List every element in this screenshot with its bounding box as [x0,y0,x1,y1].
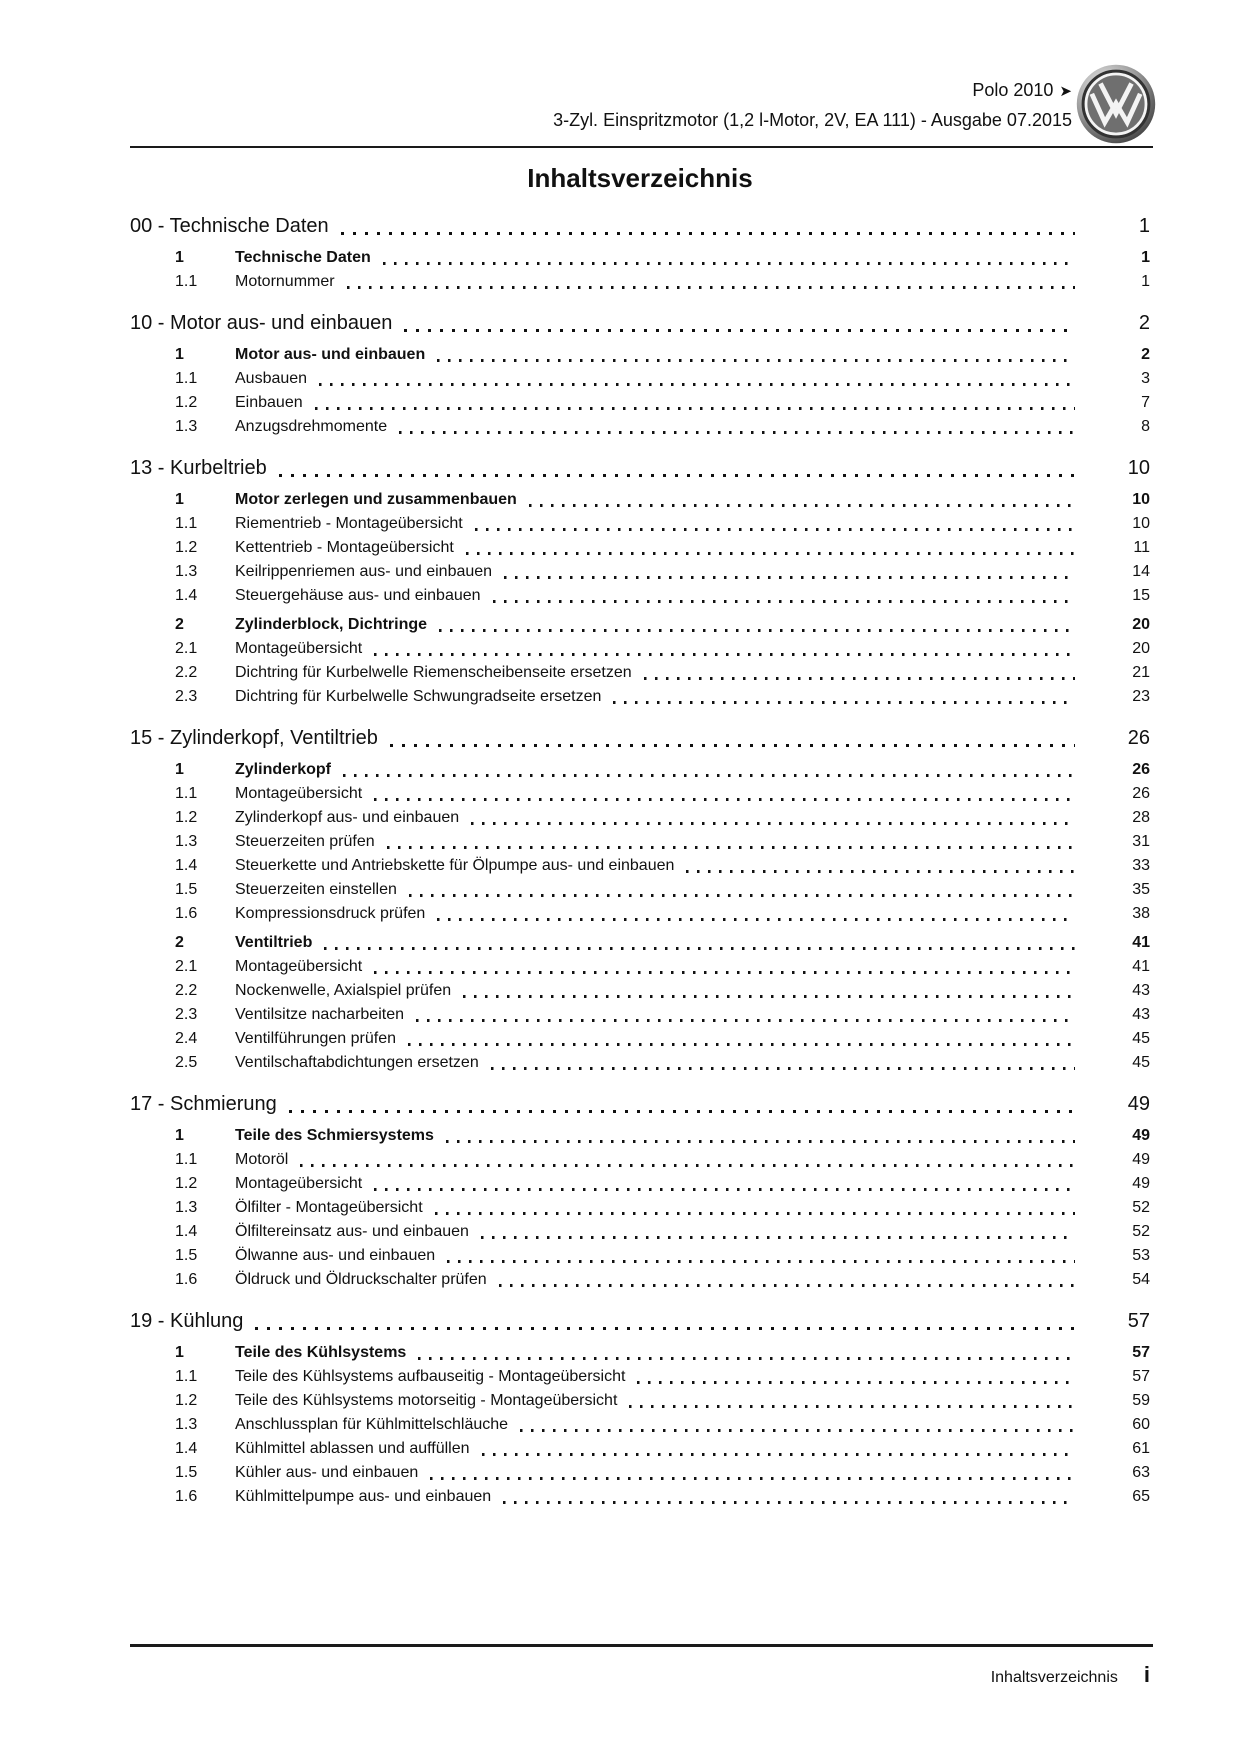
entry-number: 1 [175,346,184,363]
forward-arrow-icon: ➤ [1059,83,1072,100]
toc-entry-link[interactable] [130,1389,1150,1413]
entry-number: 1.2 [175,1392,198,1409]
toc-chapter-link[interactable] [130,1307,1150,1336]
entry-title: Teile des Kühlsystems motorseitig - Montageübersicht [235,1392,618,1409]
page-number: 26 [1132,761,1150,778]
page-number: 43 [1132,1006,1150,1023]
toc-entry-link[interactable] [130,955,1150,979]
dot-leader [315,407,1075,410]
toc-entry-link[interactable] [130,1027,1150,1051]
page-number: 43 [1132,982,1150,999]
page-header [553,76,1072,135]
toc-entry-link[interactable] [130,391,1150,415]
toc-entry-link[interactable] [130,1413,1150,1437]
entry-number: 1.2 [175,394,198,411]
page-number: 59 [1132,1392,1150,1409]
chapter-label: 15 - Zylinderkopf, Ventiltrieb [130,727,378,749]
toc-chapter-link[interactable] [130,454,1150,483]
page-number: 52 [1132,1199,1150,1216]
dot-leader [644,677,1075,680]
dot-leader [439,629,1075,632]
dot-leader [504,576,1075,579]
page-number: 65 [1132,1488,1150,1505]
toc-section-10 [130,309,1150,439]
entry-title: Steuerkette und Antriebskette für Ölpumpe aus- und einbauen [235,857,675,874]
entry-number: 1 [175,1344,184,1361]
entry-title: Zylinderblock, Dichtringe [235,616,428,633]
chapter-label: 19 - Kühlung [130,1310,244,1332]
chapter-label: 13 - Kurbeltrieb [130,457,267,479]
entry-title: Riementrieb - Montageübersicht [235,515,463,532]
toc-entry-link[interactable] [130,854,1150,878]
toc-entry-link[interactable] [130,661,1150,685]
toc-section-17 [130,1090,1150,1292]
dot-leader [341,232,1075,236]
entry-number: 1 [175,249,184,266]
entry-number: 1.5 [175,1247,198,1264]
entry-title: Kettentrieb - Montageübersicht [235,539,454,556]
dot-leader [475,528,1075,531]
toc-chapter-link[interactable] [130,309,1150,338]
page-number: 21 [1132,664,1150,681]
toc-section-00 [130,212,1150,294]
page-number: 63 [1132,1464,1150,1481]
page-number: 23 [1132,688,1150,705]
page-number: 10 [1127,457,1150,479]
page-number: 57 [1127,1310,1150,1332]
page-number: 61 [1132,1440,1150,1457]
dot-leader [279,474,1075,478]
toc-entry-link[interactable] [130,536,1150,560]
dot-leader [637,1381,1075,1384]
entry-title: Steuergehäuse aus- und einbauen [235,587,481,604]
entry-number: 2 [175,616,184,633]
entry-title: Kompressionsdruck prüfen [235,905,426,922]
entry-title: Zylinderkopf [235,761,332,778]
dot-leader [374,798,1075,801]
toc-entry-link[interactable] [130,560,1150,584]
toc-entry-link[interactable] [130,1461,1150,1485]
entry-title: Motoröl [235,1151,289,1168]
footer-divider [130,1644,1153,1647]
page-number: 1 [1141,273,1150,290]
entry-title: Montageübersicht [235,958,363,975]
entry-title: Motor zerlegen und zusammenbauen [235,491,517,508]
dot-leader [408,1043,1075,1046]
chapter-label: 10 - Motor aus- und einbauen [130,312,393,334]
entry-number: 1.1 [175,785,198,802]
page-number: 3 [1141,370,1150,387]
header-model: Polo 2010 [972,80,1054,100]
toc-entry-link[interactable] [130,878,1150,902]
page-number: 26 [1127,727,1150,749]
entry-number: 2.3 [175,1006,198,1023]
entry-title: Dichtring für Kurbelwelle Schwungradseite ersetzen [235,688,602,705]
entry-number: 1.6 [175,1271,198,1288]
page-number: 28 [1132,809,1150,826]
entry-number: 1 [175,491,184,508]
entry-number: 1.1 [175,273,198,290]
entry-title: Montageübersicht [235,1175,363,1192]
dot-leader [409,894,1075,897]
entry-title: Motor aus- und einbauen [235,346,426,363]
dot-leader [446,1140,1075,1143]
dot-leader [503,1501,1075,1504]
entry-number: 1.6 [175,905,198,922]
dot-leader [435,1212,1075,1215]
toc-entry-link[interactable] [130,246,1150,270]
entry-title: Keilrippenriemen aus- und einbauen [235,563,493,580]
toc-entry-link[interactable] [130,1003,1150,1027]
toc-section-15 [130,724,1150,1075]
page-number: 45 [1132,1030,1150,1047]
page-number: 60 [1132,1416,1150,1433]
entry-number: 1.3 [175,833,198,850]
entry-title: Ventilsitze nacharbeiten [235,1006,404,1023]
entry-title: Technische Daten [235,249,371,266]
dot-leader [493,600,1075,603]
dot-leader [529,504,1075,507]
dot-leader [383,262,1075,265]
entry-title: Montageübersicht [235,640,363,657]
entry-number: 2.1 [175,640,198,657]
toc-entry-link[interactable] [130,367,1150,391]
dot-leader [437,918,1075,921]
entry-title: Motornummer [235,273,335,290]
entry-number: 1.3 [175,418,198,435]
footer-page-number: i [1143,1662,1150,1687]
toc-entry-link[interactable] [130,758,1150,782]
entry-number: 2 [175,934,184,951]
page-number: 57 [1132,1368,1150,1385]
entry-number: 2.5 [175,1054,198,1071]
dot-leader [520,1429,1075,1432]
entry-number: 1.5 [175,881,198,898]
entry-title: Teile des Kühlsystems [235,1344,407,1361]
page-number: 11 [1133,539,1150,556]
entry-number: 1.4 [175,1440,198,1457]
chapter-label: 00 - Technische Daten [130,215,329,237]
page-number: 8 [1141,418,1150,435]
toc-entry-link[interactable] [130,979,1150,1003]
dot-leader [418,1357,1075,1360]
dot-leader [289,1110,1075,1114]
page-number: 14 [1132,563,1150,580]
toc-entry-link[interactable] [130,1268,1150,1292]
toc-entry-link[interactable] [130,1365,1150,1389]
page-number: 49 [1127,1093,1150,1115]
page-number: 35 [1132,881,1150,898]
page-number: 26 [1132,785,1150,802]
dot-leader [324,947,1075,950]
table-of-contents [130,212,1150,1509]
dot-leader [255,1327,1075,1331]
page-number: 49 [1132,1151,1150,1168]
entry-number: 2.4 [175,1030,198,1047]
dot-leader [447,1260,1075,1263]
toc-entry-link[interactable] [130,488,1150,512]
page-number: 41 [1132,958,1150,975]
toc-section-13 [130,454,1150,709]
page-number: 1 [1138,215,1150,237]
header-divider [130,146,1153,148]
dot-leader [416,1019,1075,1022]
entry-title: Anzugsdrehmomente [235,418,388,435]
dot-leader [404,329,1075,333]
page-number: 20 [1132,640,1150,657]
page-number: 10 [1132,491,1150,508]
entry-number: 1 [175,1127,184,1144]
entry-title: Einbauen [235,394,303,411]
entry-number: 1.2 [175,1175,198,1192]
dot-leader [343,774,1075,777]
entry-number: 1.2 [175,539,198,556]
entry-number: 1 [175,761,184,778]
chapter-label: 17 - Schmierung [130,1093,277,1115]
entry-title: Öldruck und Öldruckschalter prüfen [235,1271,487,1288]
page-title: Inhaltsverzeichnis [527,163,753,193]
entry-title: Anschlussplan für Kühlmittelschläuche [235,1416,509,1433]
entry-title: Ölfiltereinsatz aus- und einbauen [235,1223,469,1240]
toc-entry-link[interactable] [130,1148,1150,1172]
dot-leader [466,552,1075,555]
toc-entry-link[interactable] [130,1124,1150,1148]
toc-entry-link[interactable] [130,1220,1150,1244]
dot-leader [399,431,1075,434]
page-number: 49 [1132,1127,1150,1144]
page-number: 7 [1141,394,1150,411]
toc-entry-link[interactable] [130,902,1150,926]
entry-number: 1.3 [175,1199,198,1216]
header-model-line [553,76,1072,106]
entry-number: 1.4 [175,857,198,874]
page-number: 33 [1132,857,1150,874]
entry-number: 1.6 [175,1488,198,1505]
toc-entry-link[interactable] [130,685,1150,709]
dot-leader [463,995,1075,998]
toc-entry-link[interactable] [130,1172,1150,1196]
toc-entry-link[interactable] [130,806,1150,830]
toc-entry-link[interactable] [130,1437,1150,1461]
page-number: 49 [1132,1175,1150,1192]
entry-title: Ausbauen [235,370,308,387]
entry-number: 1.1 [175,370,198,387]
dot-leader [300,1164,1075,1167]
toc-entry-link[interactable] [130,1341,1150,1365]
dot-leader [499,1284,1075,1287]
page-number: 2 [1141,346,1150,363]
entry-number: 1.1 [175,1151,198,1168]
entry-title: Nockenwelle, Axialspiel prüfen [235,982,452,999]
entry-number: 1.4 [175,1223,198,1240]
header-subtitle: 3-Zyl. Einspritzmotor (1,2 l-Motor, 2V, EA 111) - Ausgabe 07.2015 [553,110,1072,130]
toc-entry-link[interactable] [130,1051,1150,1075]
entry-title: Ölfilter - Montageübersicht [235,1199,423,1216]
entry-number: 2.1 [175,958,198,975]
entry-title: Kühler aus- und einbauen [235,1464,419,1481]
toc-entry-link[interactable] [130,343,1150,367]
entry-title: Ölwanne aus- und einbauen [235,1247,436,1264]
toc-entry-link[interactable] [130,512,1150,536]
page-number: 10 [1132,515,1150,532]
dot-leader [374,971,1075,974]
entry-title: Ventiltrieb [235,934,313,951]
entry-title: Kühlmittelpumpe aus- und einbauen [235,1488,492,1505]
entry-title: Steuerzeiten prüfen [235,833,375,850]
entry-number: 1.3 [175,563,198,580]
entry-number: 1.5 [175,1464,198,1481]
dot-leader [613,701,1075,704]
toc-chapter-link[interactable] [130,212,1150,241]
page-number: 20 [1132,616,1150,633]
entry-title: Teile des Kühlsystems aufbauseitig - Montageübersicht [235,1368,626,1385]
dot-leader [374,653,1075,656]
dot-leader [374,1188,1075,1191]
entry-title: Teile des Schmiersystems [235,1127,434,1144]
vw-logo-icon [1076,64,1156,144]
dot-leader [482,1453,1075,1456]
entry-number: 1.2 [175,809,198,826]
entry-title: Steuerzeiten einstellen [235,881,397,898]
toc-entry-link[interactable] [130,270,1150,294]
entry-number: 2.2 [175,664,198,681]
toc-entry-link[interactable] [130,415,1150,439]
dot-leader [387,846,1075,849]
toc-entry-link[interactable] [130,1485,1150,1509]
entry-number: 2.3 [175,688,198,705]
page-number: 2 [1138,312,1150,334]
dot-leader [390,744,1075,748]
entry-title: Dichtring für Kurbelwelle Riemenscheibenseite ersetzen [235,664,632,681]
entry-number: 1.1 [175,515,198,532]
toc-entry-link[interactable] [130,637,1150,661]
dot-leader [491,1067,1075,1070]
entry-number: 1.4 [175,587,198,604]
entry-title: Montageübersicht [235,785,363,802]
page-number: 54 [1132,1271,1150,1288]
toc-entry-link[interactable] [130,584,1150,608]
page-number: 45 [1132,1054,1150,1071]
page-number: 15 [1132,587,1150,604]
page-number: 57 [1132,1344,1150,1361]
toc-entry-link[interactable] [130,1196,1150,1220]
dot-leader [347,286,1075,289]
dot-leader [629,1405,1075,1408]
toc-chapter-link[interactable] [130,1090,1150,1119]
toc-entry-link[interactable] [130,613,1150,637]
toc-entry-link[interactable] [130,931,1150,955]
footer-label: Inhaltsverzeichnis [990,1669,1118,1686]
toc-entry-link[interactable] [130,1244,1150,1268]
dot-leader [471,822,1075,825]
toc-chapter-link[interactable] [130,724,1150,753]
entry-title: Ventilführungen prüfen [235,1030,397,1047]
dot-leader [686,870,1075,873]
page-number: 38 [1132,905,1150,922]
dot-leader [437,359,1075,362]
toc-entry-link[interactable] [130,782,1150,806]
page-number: 1 [1141,249,1150,266]
entry-title: Ventilschaftabdichtungen ersetzen [235,1054,479,1071]
entry-title: Zylinderkopf aus- und einbauen [235,809,460,826]
entry-number: 1.3 [175,1416,198,1433]
toc-section-19 [130,1307,1150,1509]
dot-leader [481,1236,1075,1239]
page-number: 31 [1132,833,1150,850]
page-number: 53 [1132,1247,1150,1264]
entry-number: 2.2 [175,982,198,999]
dot-leader [430,1477,1075,1480]
toc-entry-link[interactable] [130,830,1150,854]
page-number: 52 [1132,1223,1150,1240]
page-footer [991,1662,1150,1691]
page-number: 41 [1132,934,1150,951]
entry-title: Kühlmittel ablassen und auffüllen [235,1440,470,1457]
dot-leader [319,383,1075,386]
entry-number: 1.1 [175,1368,198,1385]
